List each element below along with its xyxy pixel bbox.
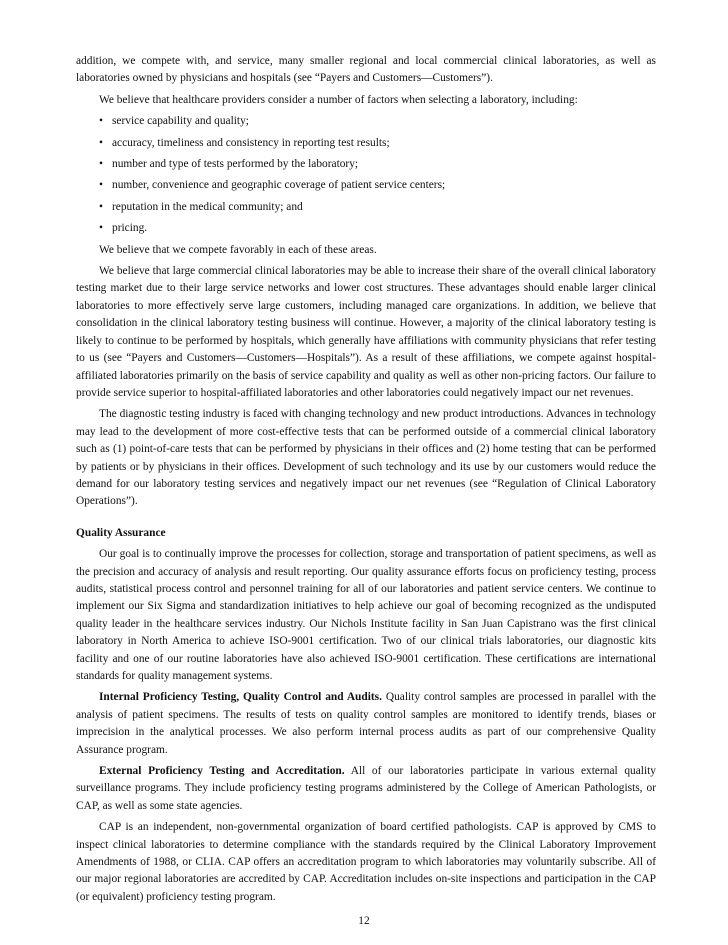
cap-paragraph: CAP is an independent, non-governmental organization of board certified pathologists. CAP is approved by CMS to inspect clinical laboratories to determine compliance with the standards required by the Clinical Laboratory Improvement Amendments of 1988, or CLIA. CAP offers an accreditation program to which laboratories may voluntarily subscribe. All of our major regional laboratories are accredited by CAP. Accreditation includes on-site inspections and participation in the CAP (or equivalent) proficiency testing program. [76, 821, 656, 903]
compete-favorably-paragraph: We believe that we compete favorably in each of these areas. [99, 243, 377, 256]
list-item: • pricing. [76, 220, 656, 237]
large-labs-paragraph: We believe that large commercial clinical laboratories may be able to increase their share of the overall clinical laboratory testing market due to their large service networks and lower cost structures. These advantages should enable larger clinical laboratories to more effectively serve large customers, including managed care organizations. In addition, we believe that consolidation in the clinical laboratory testing business will continue. However, a majority of the clinical laboratory testing is likely to continue to be performed by hospitals, which generally have affiliations with community physicians that refer testing to us (see “Payers and Customers—Customers—Hospitals”). As a result of these affiliations, we compete against hospital-affiliated laboratories primarily on the basis of service capability and quality as well as other non-pricing factors. Our failure to provide service superior to hospital-affiliated laboratories and other laboratories could negatively impact our net revenues. [76, 265, 656, 399]
internal-proficiency-heading: Internal Proficiency Testing, Quality Control and Audits. [99, 691, 382, 704]
external-proficiency-heading: External Proficiency Testing and Accreditation. [99, 765, 345, 778]
bullet-icon: • [99, 179, 103, 192]
list-item: • service capability and quality; [76, 113, 656, 130]
list-item: • reputation in the medical community; and [76, 199, 656, 216]
document-page [76, 53, 656, 910]
factors-intro-paragraph: We believe that healthcare providers consider a number of factors when selecting a laboratory, including: [99, 93, 578, 106]
external-proficiency-text: All of our laboratories participate in various external quality surveillance programs. They include proficiency testing programs administered by the College of American Pathologists, or CAP, as well as some state agencies. [76, 765, 656, 812]
intro-continuation-paragraph: addition, we compete with, and service, many smaller regional and local commercial clinical laboratories, as well as laboratories owned by physicians and hospitals (see “Payers and Customers—Customers”). [76, 55, 656, 85]
internal-proficiency-text: Quality control samples are processed in parallel with the analysis of patient specimens. The results of tests on quality control samples are monitored to identify trends, biases or imprecision in the analytical processes. We also perform internal process audits as part of our comprehensive Quality Assurance program. [76, 691, 656, 756]
factors-list [76, 113, 656, 237]
list-item: • number and type of tests performed by the laboratory; [76, 156, 656, 173]
page-number: 12 [358, 915, 370, 927]
diagnostic-technology-paragraph: The diagnostic testing industry is faced with changing technology and new product introductions. Advances in technology may lead to the development of more cost-effective tests that can be performed outside of a commercial clinical laboratory such as (1) point-of-care tests that can be performed by physicians in their offices and (2) home testing that can be performed by patients or by physicians in their offices. Development of such technology and its use by our customers would reduce the demand for our laboratory testing services and negatively impact our net revenues (see “Regulation of Clinical Laboratory Operations”). [76, 408, 656, 508]
bullet-icon: • [99, 222, 103, 235]
internal-proficiency-paragraph [76, 689, 656, 759]
bullet-icon: • [99, 136, 103, 149]
quality-assurance-paragraph: Our goal is to continually improve the processes for collection, storage and transportation of patient specimens, as well as the precision and accuracy of analysis and result reporting. Our quality assurance efforts focus on proficiency testing, process audits, statistical process control and personnel training for all of our laboratories and patient service centers. We continue to implement our Six Sigma and standardization initiatives to help achieve our goal of becoming recognized as the undisputed quality leader in the healthcare services industry. Our Nichols Institute facility in San Juan Capistrano was the first clinical laboratory in North America to achieve ISO-9001 certification. Two of our clinical trials laboratories, our diagnostic kits facility and one of our routine laboratories have also achieved ISO-9001 certification. These certifications are international standards for quality management systems. [76, 548, 656, 682]
bullet-icon: • [99, 200, 103, 213]
bullet-icon: • [99, 115, 103, 128]
external-proficiency-paragraph [76, 763, 656, 815]
list-item: • accuracy, timeliness and consistency in reporting test results; [76, 135, 656, 152]
list-item: • number, convenience and geographic coverage of patient service centers; [76, 177, 656, 194]
quality-assurance-heading: Quality Assurance [76, 526, 166, 539]
bullet-icon: • [99, 158, 103, 171]
